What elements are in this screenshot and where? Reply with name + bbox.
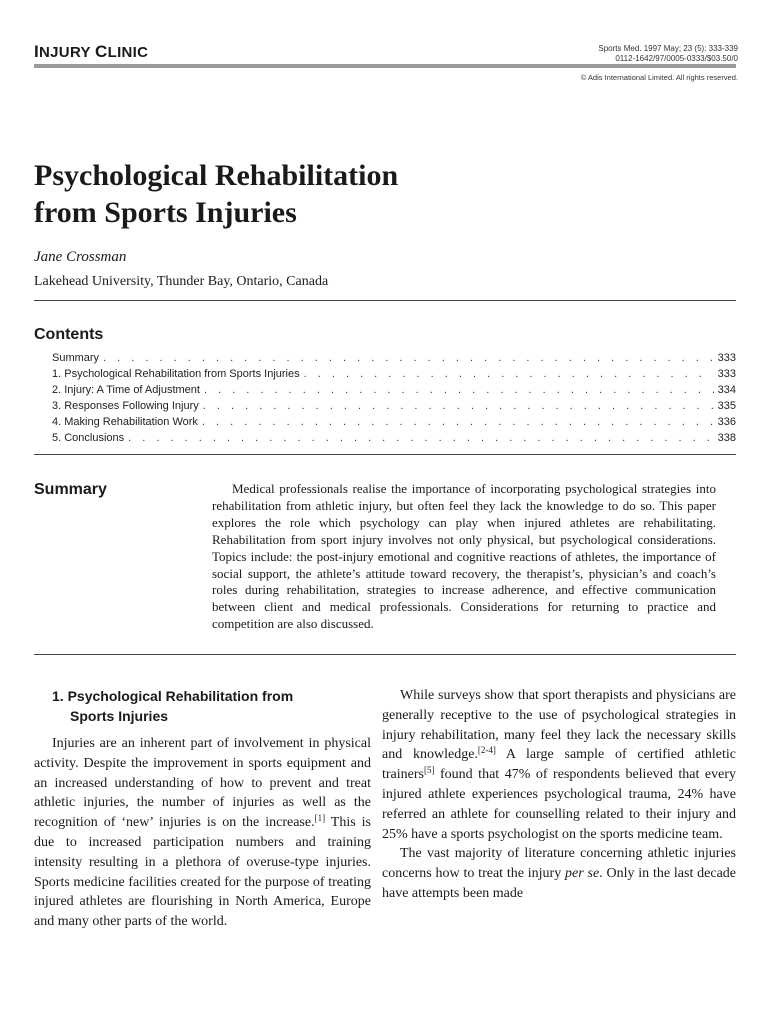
author-name: Jane Crossman — [34, 249, 127, 265]
body-paragraph: Injuries are an inherent part of involvement in physical activity. Despite the improvement in sports equipment and an increased understanding of how to prevent and treat athletic injuries, the number of injuries as well as the recognition of ‘new’ injuries is on the increase.[1] This is due to increased participation numbers and training intensity resulting in a plethora of overuse-type injuries. Sports medicine facilities created for the purpose of treating injured athletes are flourishing in North America, Europe and many other parts of the world. — [34, 736, 371, 930]
title-line-2: from Sports Injuries — [34, 196, 297, 229]
toc-item-section-4[interactable]: 4. Making Rehabilitation Work . . . 336 — [52, 416, 736, 432]
author-affiliation: Lakehead University, Thunder Bay, Ontario, Canada — [34, 274, 329, 289]
section-1-heading — [34, 686, 371, 726]
citation-line-2: 0112-1642/97/0005-0333/$03.50/0 — [615, 54, 738, 63]
body-paragraph: The vast majority of literature concerning athletic injuries concerns how to treat the injury per se. Only in the last decade have attempts been made — [382, 846, 737, 901]
emphasis-text: per se — [565, 866, 600, 882]
section-heading-line-2: Sports Injuries — [70, 708, 169, 724]
copyright-notice: © Adis International Limited. All rights reserved. — [580, 73, 738, 82]
summary-abstract: Medical professionals realise the importance of incorporating psychological strategies into rehabilitation from athletic injury, but often feel they lack the knowledge to do so. This paper explores the role which psychology can play when injured athletes are rehabilitating. Rehabilitation from sport injury involves not only physical, but psychological considerations. Topics include: the post-injury emotional and cognitive reactions of athletes, the importance of social support, the athlete’s attitude toward recovery, the therapist’s, physician’s and coach’s roles during rehabilitation, strategies to increase adherence, and effective communication between client and medical professionals. Considerations for returning to practice and competition are also discussed. — [212, 481, 716, 632]
reference-marker: [2-4] — [477, 745, 496, 756]
divider-rule — [34, 454, 736, 455]
toc-item-section-5[interactable]: 5. Conclusions . . . 338 — [52, 432, 736, 448]
divider-rule — [34, 300, 736, 301]
journal-section-label: INJURY CLINIC — [34, 42, 149, 61]
contents-heading: Contents — [34, 326, 104, 343]
body-paragraph: While surveys show that sport therapists and physicians are generally receptive to the use of psychological strategies in injury rehabilitation, many feel they lack the necessary skills and knowledge.[2-4] A large sample of certified athletic trainers[5] found that 47% of respondents believed that every injured athlete experiences psychological trauma, 24% have referred an athlete for counselling related to their injury and 25% have a sports psychologist on the sports medicine team. — [382, 688, 736, 842]
section-heading-line-1: 1. Psychological Rehabilitation from — [52, 688, 294, 704]
reference-marker: [5] — [423, 765, 435, 776]
divider-rule — [34, 654, 736, 655]
toc-item-summary[interactable]: Summary . . . 333 — [52, 352, 736, 368]
summary-heading: Summary — [34, 481, 107, 498]
toc-item-section-1[interactable]: 1. Psychological Rehabilitation from Sports Injuries . . . 333 — [52, 368, 736, 384]
reference-marker: [1] — [314, 813, 326, 824]
body-column-left — [34, 686, 371, 932]
journal-citation — [598, 44, 738, 64]
body-column-right — [382, 686, 736, 904]
title-line-1: Psychological Rehabilitation — [34, 159, 399, 192]
citation-line-1: Sports Med. 1997 May; 23 (5): 333-339 — [598, 44, 738, 53]
article-title — [34, 157, 654, 231]
header-rule — [34, 64, 736, 68]
table-of-contents — [52, 352, 736, 448]
toc-item-section-3[interactable]: 3. Responses Following Injury . . . 335 — [52, 400, 736, 416]
toc-item-section-2[interactable]: 2. Injury: A Time of Adjustment . . . 334 — [52, 384, 736, 400]
